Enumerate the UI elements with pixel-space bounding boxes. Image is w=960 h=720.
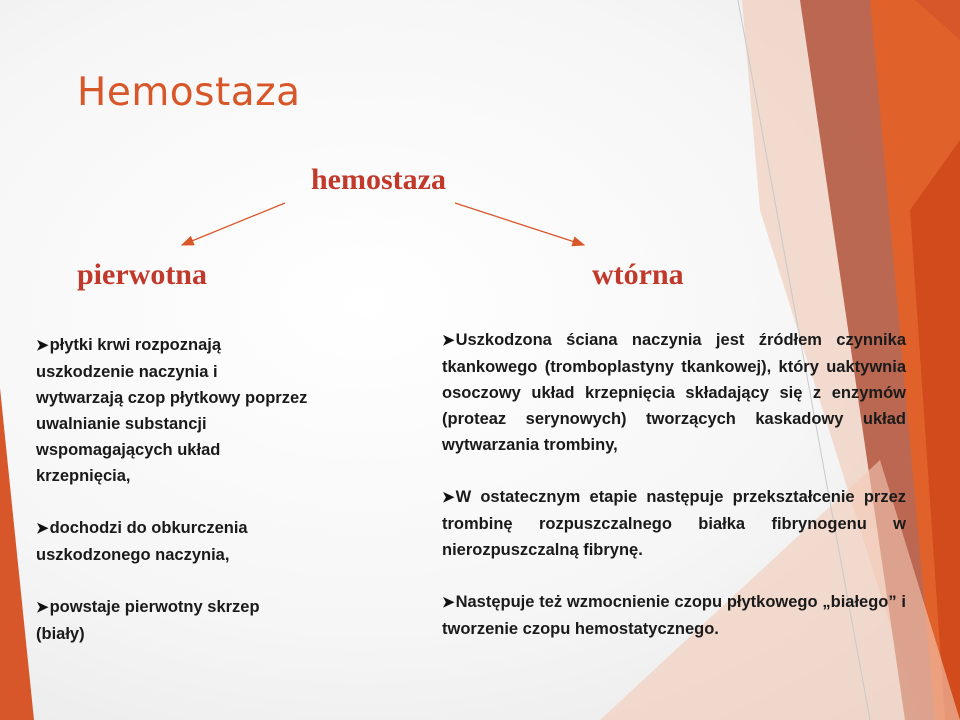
list-item-text: powstaje pierwotny skrzep (biały): [36, 598, 260, 643]
list-item: [442, 327, 906, 458]
arrowhead-bullet-icon: ➤: [442, 594, 455, 611]
arrow-to-pierwotna: [182, 203, 285, 245]
primary-hemostasis-list: [36, 332, 308, 647]
secondary-hemostasis-list: [442, 327, 906, 642]
arrow-to-wtorna: [455, 203, 584, 245]
branch-label-pierwotna: pierwotna: [77, 258, 207, 291]
list-item-text: W ostatecznym etapie następuje przekształcenie przez trombinę rozpuszczalnego białka fibrynogenu w nierozpuszczalną fibrynę.: [442, 488, 906, 559]
list-item: [442, 589, 906, 642]
slide-title: Hemostaza: [77, 70, 301, 115]
list-item-text: Następuje też wzmocnienie czopu płytkowego „białego” i tworzenie czopu hemostatycznego.: [442, 593, 906, 638]
list-item-text: płytki krwi rozpoznają uszkodzenie naczynia i wytwarzają czop płytkowy poprzez uwalnianie substancji wspomagających układ krzepnięcia,: [36, 336, 308, 485]
arrowhead-bullet-icon: ➤: [36, 520, 49, 537]
left-accent-shape: [0, 388, 34, 720]
list-item: [442, 484, 906, 563]
branch-label-wtorna: wtórna: [592, 258, 684, 291]
list-item: [36, 332, 308, 489]
arrowhead-bullet-icon: ➤: [442, 332, 455, 349]
list-item-text: dochodzi do obkurczenia uszkodzonego naczynia,: [36, 519, 248, 564]
diagram-root-label: hemostaza: [311, 163, 446, 196]
list-item: [36, 515, 308, 568]
list-item-text: Uszkodzona ściana naczynia jest źródłem czynnika tkankowego (tromboplastyny tkankowej), który uaktywnia osoczowy układ krzepnięcia składający się z enzymów (proteaz serynowych) tworzących kaskadowy układ wytwarzania trombiny,: [442, 331, 906, 454]
arrowhead-bullet-icon: ➤: [36, 337, 49, 354]
arrowhead-bullet-icon: ➤: [36, 599, 49, 616]
arrowhead-bullet-icon: ➤: [442, 489, 455, 506]
list-item: [36, 594, 308, 647]
